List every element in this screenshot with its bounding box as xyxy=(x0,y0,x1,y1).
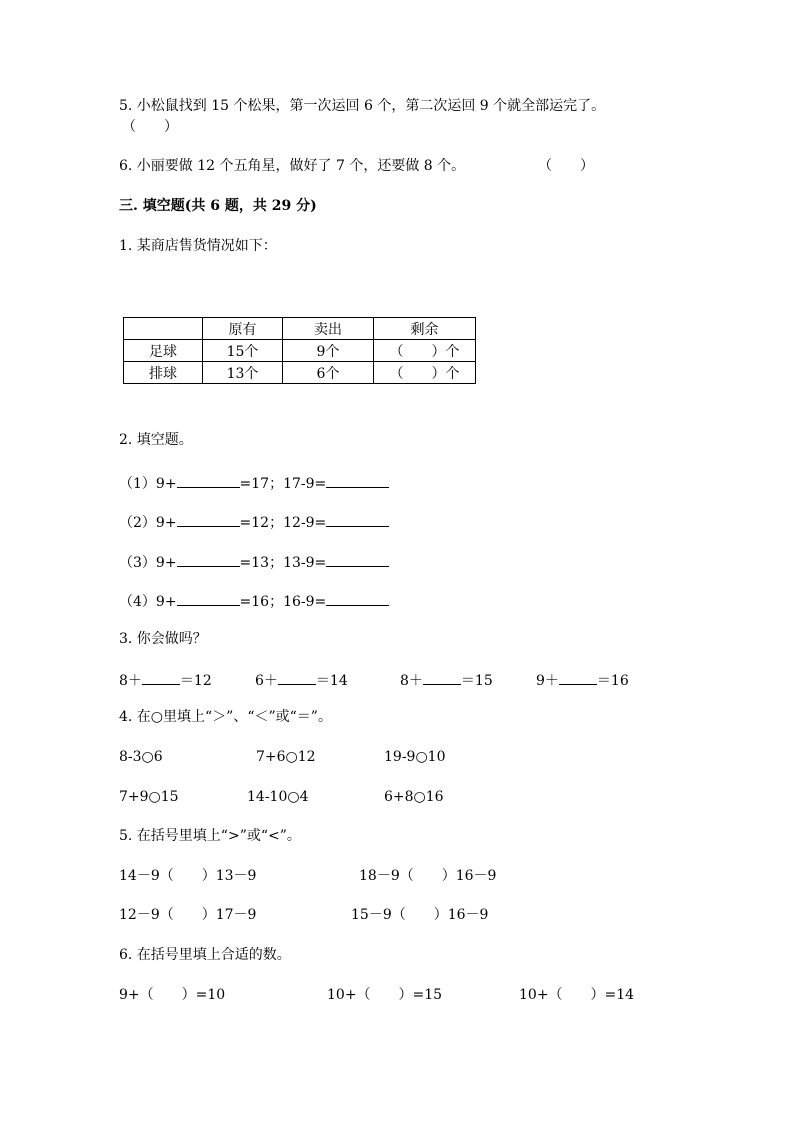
compare-item[interactable]: 8-3○6 xyxy=(119,749,163,765)
fill-question-1-title: 1. 某商店售货情况如下： xyxy=(119,238,277,254)
equation-item xyxy=(400,670,493,690)
table-row xyxy=(124,362,476,384)
table-cell: 排球 xyxy=(124,362,203,384)
equation-item xyxy=(119,670,212,690)
fill-item xyxy=(119,512,389,532)
compare-item[interactable]: 7+6○12 xyxy=(256,749,316,765)
judge-question-6: 6. 小丽要做 12 个五角星，做好了 7 个，还要做 8 个。 xyxy=(119,158,466,174)
table-cell: 足球 xyxy=(124,340,203,362)
table-header-cell xyxy=(124,318,203,340)
compare-item[interactable]: 15－9（ ）16－9 xyxy=(351,907,489,923)
table-answer-cell[interactable]: （ ）个 xyxy=(374,340,476,362)
answer-blank[interactable] xyxy=(326,473,389,488)
compare-item[interactable]: 14-10○4 xyxy=(247,789,309,805)
fill-item-prefix: （2）9+ xyxy=(119,515,177,531)
fill-number-item[interactable]: 9+（ ）=10 xyxy=(119,987,226,1003)
equation-right: ＝12 xyxy=(179,673,212,689)
fill-question-2-title: 2. 填空题。 xyxy=(119,432,193,448)
fill-number-item[interactable]: 10+（ ）=15 xyxy=(327,987,443,1003)
fill-item-middle: =12；12-9= xyxy=(239,515,327,531)
answer-blank[interactable] xyxy=(142,670,180,685)
fill-question-6-title: 6. 在括号里填上合适的数。 xyxy=(119,947,291,963)
answer-blank[interactable] xyxy=(326,552,389,567)
table-header-cell: 剩余 xyxy=(374,318,476,340)
equation-right: ＝14 xyxy=(315,673,348,689)
answer-blank[interactable] xyxy=(326,591,389,606)
table-cell: 6个 xyxy=(283,362,374,384)
fill-item xyxy=(119,473,389,493)
table-header-cell: 原有 xyxy=(203,318,283,340)
fill-item-middle: =17；17-9= xyxy=(239,476,327,492)
compare-item[interactable]: 19-9○10 xyxy=(384,749,446,765)
answer-blank[interactable] xyxy=(326,512,389,527)
compare-item[interactable]: 14－9（ ）13－9 xyxy=(119,868,257,884)
table-answer-cell[interactable]: （ ）个 xyxy=(374,362,476,384)
fill-item-middle: =16；16-9= xyxy=(239,594,327,610)
equation-right: ＝16 xyxy=(596,673,629,689)
fill-item-prefix: （4）9+ xyxy=(119,594,177,610)
fill-number-item[interactable]: 10+（ ）=14 xyxy=(519,987,635,1003)
compare-item[interactable]: 7+9○15 xyxy=(119,789,179,805)
table-header-row xyxy=(124,318,476,340)
equation-left: 8＋ xyxy=(119,673,142,689)
equation-right: ＝15 xyxy=(460,673,493,689)
equation-left: 8＋ xyxy=(400,673,423,689)
fill-item-prefix: （1）9+ xyxy=(119,476,177,492)
fill-question-3-title: 3. 你会做吗？ xyxy=(119,631,207,647)
answer-blank[interactable] xyxy=(177,512,240,527)
answer-blank[interactable] xyxy=(423,670,461,685)
compare-item[interactable]: 12－9（ ）17－9 xyxy=(119,907,257,923)
fill-item-middle: =13；13-9= xyxy=(239,555,327,571)
judge-answer-paren-5[interactable]: （ ） xyxy=(122,119,178,135)
table-cell: 15个 xyxy=(203,340,283,362)
fill-question-5-title: 5. 在括号里填上“>”或“<”。 xyxy=(119,828,301,844)
table-cell: 13个 xyxy=(203,362,283,384)
fill-item xyxy=(119,552,389,572)
equation-left: 9＋ xyxy=(536,673,559,689)
section-title: 三. 填空题(共 6 题，共 29 分) xyxy=(119,198,317,214)
equation-left: 6＋ xyxy=(255,673,278,689)
answer-blank[interactable] xyxy=(177,552,240,567)
fill-item xyxy=(119,591,389,611)
fill-item-prefix: （3）9+ xyxy=(119,555,177,571)
equation-item xyxy=(255,670,348,690)
compare-item[interactable]: 18－9（ ）16－9 xyxy=(359,868,497,884)
answer-blank[interactable] xyxy=(177,473,240,488)
equation-item xyxy=(536,670,629,690)
compare-item[interactable]: 6+8○16 xyxy=(384,789,444,805)
sales-table xyxy=(123,317,476,384)
table-cell: 9个 xyxy=(283,340,374,362)
answer-blank[interactable] xyxy=(559,670,597,685)
table-header-cell: 卖出 xyxy=(283,318,374,340)
answer-blank[interactable] xyxy=(278,670,316,685)
fill-question-4-title: 4. 在○里填上“＞”、“＜”或“＝”。 xyxy=(119,709,332,725)
judge-answer-paren-6[interactable]: （ ） xyxy=(538,158,594,174)
table-row xyxy=(124,340,476,362)
judge-question-5: 5. 小松鼠找到 15 个松果，第一次运回 6 个，第二次运回 9 个就全部运完了。 xyxy=(119,98,606,114)
answer-blank[interactable] xyxy=(177,591,240,606)
